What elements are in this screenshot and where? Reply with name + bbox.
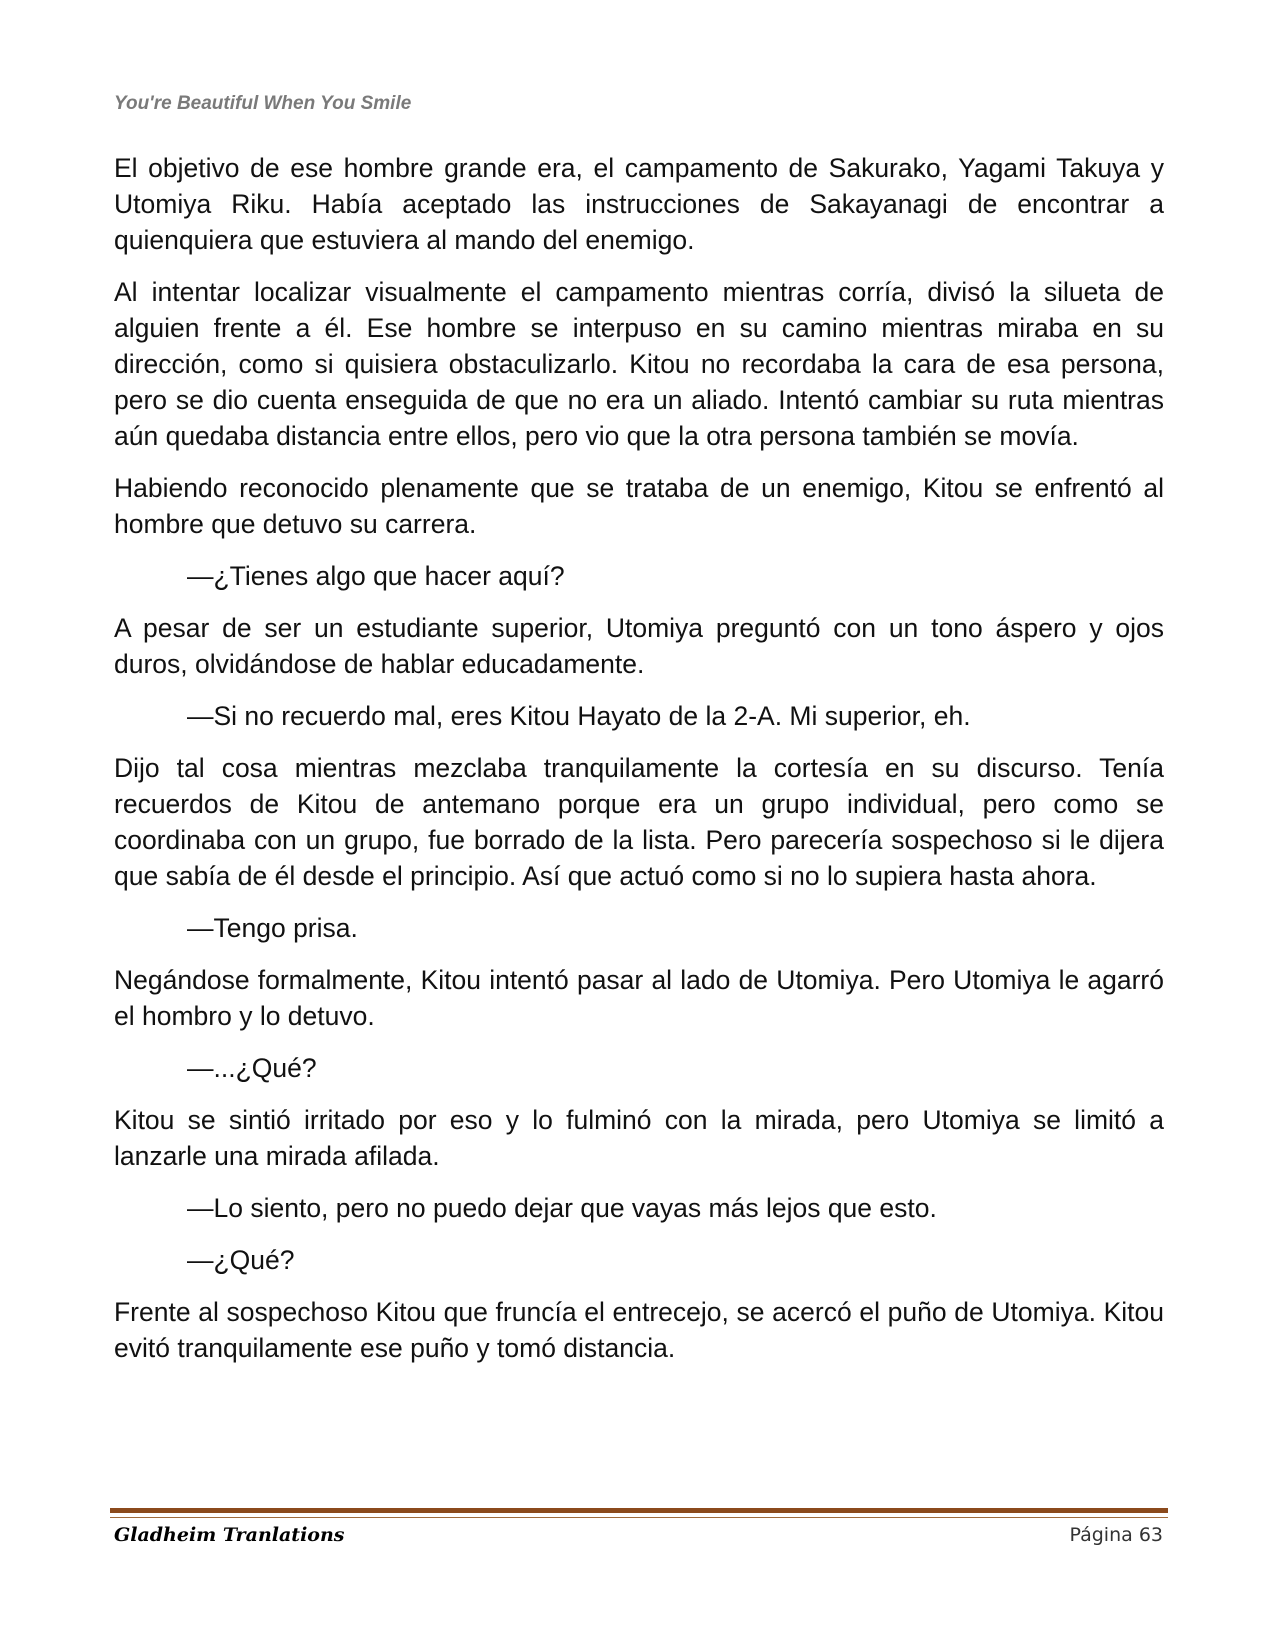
page-body xyxy=(114,150,1164,1382)
running-header-title: You're Beautiful When You Smile xyxy=(114,93,412,114)
paragraph: Kitou se sintió irritado por eso y lo fulminó con la mirada, pero Utomiya se limitó a lanzarle una mirada afilada. xyxy=(114,1105,1164,1171)
paragraph: A pesar de ser un estudiante superior, Utomiya preguntó con un tono áspero y ojos duros, olvidándose de hablar educadamente. xyxy=(114,613,1164,679)
dialogue-line: —¿Qué? xyxy=(187,1245,295,1275)
footer-page-number xyxy=(1069,1524,1163,1546)
dialogue-line: —¿Tienes algo que hacer aquí? xyxy=(187,561,565,591)
dialogue-line: —Lo siento, pero no puedo dejar que vayas más lejos que esto. xyxy=(187,1193,937,1223)
paragraph: Negándose formalmente, Kitou intentó pasar al lado de Utomiya. Pero Utomiya le agarró el hombro y lo detuvo. xyxy=(114,965,1164,1031)
dialogue-line: —Tengo prisa. xyxy=(187,913,358,943)
paragraph: Frente al sospechoso Kitou que fruncía el entrecejo, se acercó el puño de Utomiya. Kitou evitó tranquilamente ese puño y tomó distancia. xyxy=(114,1297,1164,1363)
paragraph: Habiendo reconocido plenamente que se trataba de un enemigo, Kitou se enfrentó al hombre que detuvo su carrera. xyxy=(114,473,1164,539)
footer-divider-thin xyxy=(110,1517,1168,1518)
footer-publisher: Gladheim Tranlations xyxy=(114,1524,345,1546)
footer-divider xyxy=(110,1508,1168,1513)
dialogue-line: —...¿Qué? xyxy=(187,1053,317,1083)
paragraph: El objetivo de ese hombre grande era, el campamento de Sakurako, Yagami Takuya y Utomiya Riku. Había aceptado las instrucciones de Sakayanagi de encontrar a quienquiera que estuviera al mando del enemigo. xyxy=(114,153,1164,255)
page-label: Página xyxy=(1069,1524,1133,1546)
dialogue-line: —Si no recuerdo mal, eres Kitou Hayato de la 2-A. Mi superior, eh. xyxy=(187,701,971,731)
paragraph: Dijo tal cosa mientras mezclaba tranquilamente la cortesía en su discurso. Tenía recuerdos de Kitou de antemano porque era un grupo individual, pero como se coordinaba con un grupo, fue borrado de la lista. Pero parecería sospechoso si le dijera que sabía de él desde el principio. Así que actuó como si no lo supiera hasta ahora. xyxy=(114,753,1164,891)
paragraph: Al intentar localizar visualmente el campamento mientras corría, divisó la silueta de alguien frente a él. Ese hombre se interpuso en su camino mientras miraba en su dirección, como si quisiera obstaculizarlo. Kitou no recordaba la cara de esa persona, pero se dio cuenta enseguida de que no era un aliado. Intentó cambiar su ruta mientras aún quedaba distancia entre ellos, pero vio que la otra persona también se movía. xyxy=(114,277,1164,451)
page-number: 63 xyxy=(1138,1524,1163,1546)
